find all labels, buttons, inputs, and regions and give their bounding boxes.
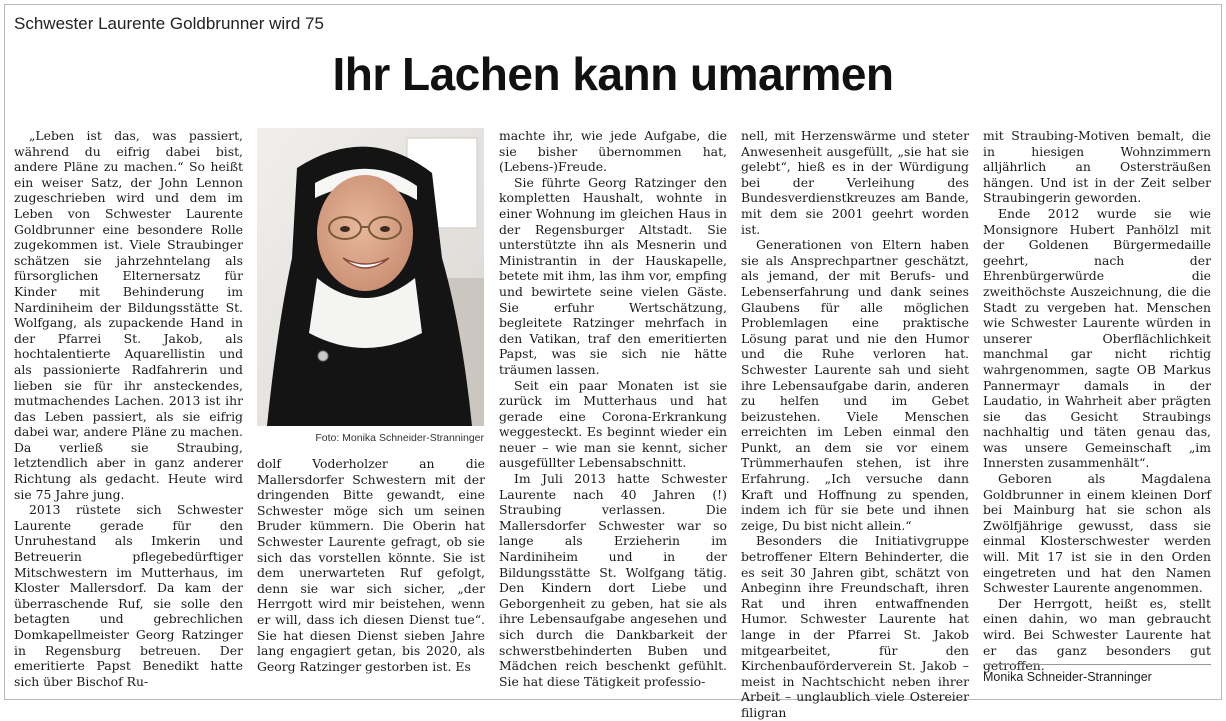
paragraph: Besonders die Initiativgruppe betroffener Eltern Behinderter, die es seit 30 Jahren gibt, schätzt von Anbeginn ihre Freundschaft, ihren Rat und ihren entwaffnenden Humor. Schwester Laurente hat lange in der Pfarrei St. Jakob mitgearbeitet, für den Kirchenbauförderverein St. Jakob – meist in Nachtschicht neben ihrer Arbeit – unglaublich viele Ostereier filigran — [741, 533, 969, 720]
headline: Ihr Lachen kann umarmen — [332, 48, 894, 100]
author-divider — [983, 664, 1211, 665]
column-5 — [983, 128, 1211, 674]
paragraph: mit Straubing-Motiven bemalt, die in hiesigen Wohnzimmern alljährlich an Ostersträußen hängen. Und ist in der Zeit selber Straubingerin geworden. — [983, 128, 1211, 206]
paragraph: Der Herrgott, heißt es, stellt einen dahin, wo man gebraucht wird. Bei Schwester Laurente hat er das ganz besonders gut getroffen. — [983, 595, 1211, 674]
author-byline: Monika Schneider-Stranninger — [983, 670, 1152, 684]
column-4 — [741, 128, 969, 721]
paragraph: Geboren als Magdalena Goldbrunner in einem kleinen Dorf bei Mainburg hat sie schon als Zwölfjährige gewusst, dass sie einmal Klosterschwester werden will. Mit 17 ist sie in den Orden eingetreten und hat den Namen Schwester Laurente angenommen. — [983, 471, 1211, 596]
paragraph: „Leben ist das, was passiert, während du eifrig dabei bist, andere Pläne zu machen.“ So heißt ein weiser Satz, der John Lennon zugeschrieben wird und dem im Leben von Schwester Laurente Goldbrunner eine besondere Rolle zugekommen ist. Viele Straubinger schätzen sie jahrzehntelang als fürsorglichen Elternersatz für Kinder mit Behinderung im Nardiniheim der Bildungsstätte St. Wolfgang, als zupackende Hand in der Pfarrei St. Jakob, als hochtalentierte Aquarellistin und als passionierte Radfahrerin und lieben sie für ihr ansteckendes, mutmachendes Lachen. 2013 ist ihr das Leben passiert, als sie eifrig dabei war, andere Pläne zu machen. Da verließ sie Straubing, letztendlich aber in ganz anderer Richtung als gedacht. Heute wird sie 75 Jahre jung. — [14, 128, 243, 502]
paragraph: nell, mit Herzenswärme und steter Anwesenheit ausgefüllt, „sie hat sie gelebt“, hieß es in der Würdigung bei der Verleihung des Bundesverdienstkreuzes am Bande, mit dem sie 2001 geehrt worden ist. — [741, 128, 969, 237]
paragraph: Ende 2012 wurde sie wie Monsignore Hubert Panhölzl mit der Goldenen Bürgermedaille geehrt, nach der Ehrenbürgerwürde die zweithöchste Auszeichnung, die die Stadt zu vergeben hat. Menschen wie Schwester Laurente würden in unserer Oberflächlichkeit manchmal gar nicht richtig wahrgenommen, sagte OB Markus Pannermayr damals in der Laudatio, in Wahrheit aber prägten sie das Gesicht Straubings nachhaltig und täten genau das, was unsere Gemeinschaft „im Innersten zusammenhält“. — [983, 205, 1211, 471]
paragraph: dolf Voderholzer an die Mallersdorfer Schwestern mit der dringenden Bitte gewandt, eine Schwester möge sich um seinen Bruder kümmern. Die Oberin hat Schwester Laurente gefragt, ob sie sich das vorstellen könnte. Sie ist dem unerwarteten Ruf gefolgt, denn sie war sich sicher, „der Herrgott wird mir beistehen, wenn er will, dass ich diesen Dienst tue“. Sie hat diesen Dienst sieben Jahre lang engagiert getan, bis 2020, als Georg Ratzinger gestorben ist. Es — [257, 456, 485, 674]
column-3 — [499, 128, 727, 689]
paragraph: Sie führte Georg Ratzinger den kompletten Haushalt, wohnte in einer Wohnung im gleichen Haus in der Regensburger Altstadt. Sie unterstützte ihn als Mesnerin und Ministrantin in der Hauskapelle, betete mit ihm, las ihm vor, empfing und bewirtete seine vielen Gäste. Sie erfuhr Wertschätzung, begleitete Ratzinger mehrfach in den Vatikan, traf den emeritierten Papst, was sie sich nie hätte träumen lassen. — [499, 174, 727, 377]
paragraph: Generationen von Eltern haben sie als Ansprechpartner geschätzt, als jemand, der mit Berufs- und Lebenserfahrung und dank seines Glaubens für alle möglichen Problemlagen eine praktische Lösung parat und nie den Humor und die Ruhe verloren hat. Schwester Laurente sah und sieht ihre Lebensaufgabe darin, anderen zu helfen und im Gebet beizustehen. Viele Menschen erreichten im Leben einmal den Punkt, an dem sie vor einem Trümmerhaufen stehen, ist ihre Erfahrung. „Ich versuche dann Kraft und Hoffnung zu spenden, indem ich für sie bete und ihnen zeige, Du bist nicht allein.“ — [741, 237, 969, 533]
paragraph: 2013 rüstete sich Schwester Laurente gerade für den Unruhestand als Imkerin und Betreuerin pflegebedürftiger Mitschwestern im Mutterhaus, im Kloster Mallersdorf. Da kam der überraschende Ruf, sie solle den betagten und gebrechlichen Domkapellmeister Georg Ratzinger in Regensburg betreuen. Der emeritierte Papst Benedikt hatte sich über Bischof Ru- — [14, 502, 243, 689]
photo-caption: Foto: Monika Schneider-Stranninger — [315, 432, 484, 444]
portrait-illustration — [257, 128, 484, 426]
paragraph: machte ihr, wie jede Aufgabe, die sie bisher übernommen hat, (Lebens-)Freude. — [499, 128, 727, 175]
paragraph: Seit ein paar Monaten ist sie zurück im Mutterhaus und hat gerade eine Corona-Erkrankung weggesteckt. Es beginnt wieder ein neuer – wie man sie kennt, sicher ausgefüllter Lebensabschnitt. — [499, 377, 727, 471]
column-2 — [257, 456, 485, 674]
kicker: Schwester Laurente Goldbrunner wird 75 — [14, 14, 324, 33]
paragraph: Im Juli 2013 hatte Schwester Laurente nach 40 Jahren (!) Straubing verlassen. Die Mallersdorfer Schwester war so lange als Erzieherin im Nardiniheim und in der Bildungsstätte St. Wolfgang tätig. Den Kindern dort Liebe und Geborgenheit zu geben, hat sie als ihre Lebensaufgabe angesehen und sich durch die Dankbarkeit der schwerstbehinderten Buben und Mädchen reich beschenkt gefühlt. Sie hat diese Tätigkeit professio- — [499, 471, 727, 689]
column-1 — [14, 128, 243, 689]
portrait-photo — [257, 128, 484, 426]
